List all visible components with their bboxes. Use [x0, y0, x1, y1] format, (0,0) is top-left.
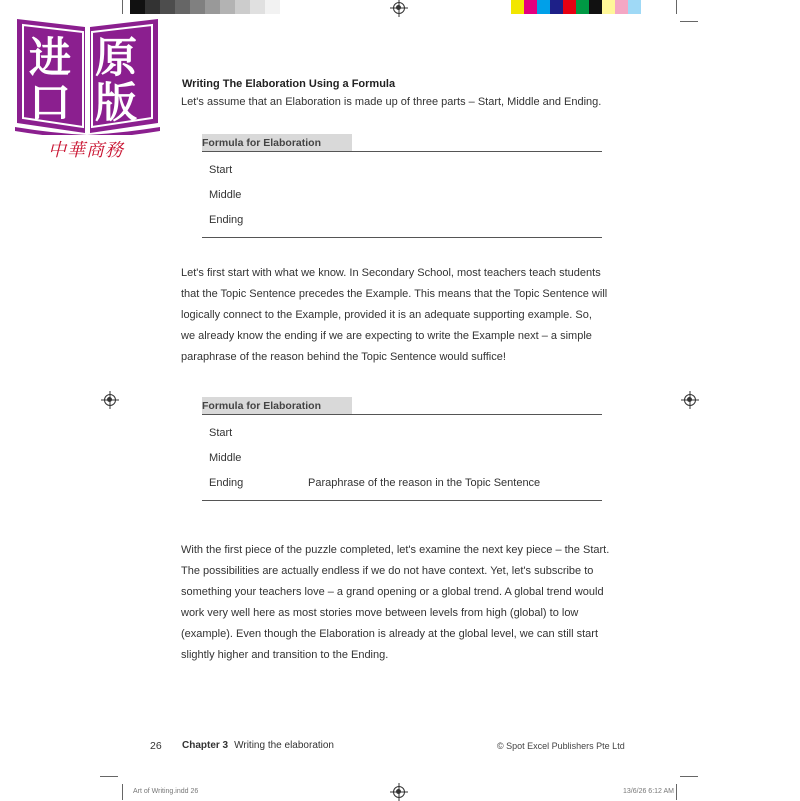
registration-mark-left	[104, 394, 116, 406]
crop-mark	[100, 776, 118, 777]
color-calibration-bar	[511, 0, 641, 14]
section-title: Writing The Elaboration Using a Formula	[182, 78, 396, 90]
formula-row-label: Middle	[209, 452, 242, 464]
crop-mark	[122, 0, 123, 14]
logo-line1-left: 进	[29, 33, 72, 82]
logo-line1-right: 原	[95, 33, 138, 82]
page-number: 26	[150, 740, 162, 752]
formula-row	[202, 208, 602, 233]
grayscale-swatch	[190, 0, 205, 14]
formula-box-header: Formula for Elaboration	[202, 397, 352, 414]
color-swatch	[576, 0, 589, 14]
formula-row-label: Ending	[209, 477, 244, 489]
chapter-title: Writing the elaboration	[234, 740, 334, 751]
chapter-label: Chapter 3	[182, 740, 229, 751]
crop-mark	[122, 784, 123, 800]
color-swatch	[589, 0, 602, 14]
text-line: that the Topic Sentence precedes the Example. This means that the Topic Sentence will	[181, 288, 608, 300]
color-swatch	[628, 0, 641, 14]
text-line: logically connect to the Example, provided it is an adequate supporting example. So,	[181, 309, 592, 321]
grayscale-swatch	[145, 0, 160, 14]
body-paragraph-2	[181, 540, 621, 666]
text-line: The possibilities are actually endless if we do not have context. Yet, let's subscribe to	[181, 565, 594, 577]
chapter-footer	[182, 740, 334, 751]
publisher-logo	[15, 15, 160, 135]
text-line: Let's first start with what we know. In Secondary School, most teachers teach students	[181, 267, 601, 279]
formula-row	[202, 446, 602, 471]
grayscale-swatch	[265, 0, 280, 14]
crop-mark	[680, 776, 698, 777]
grayscale-swatch	[175, 0, 190, 14]
crop-mark	[676, 0, 677, 14]
formula-row-label: Ending	[209, 214, 244, 226]
registration-mark-bottom	[393, 786, 405, 798]
text-line: work very well here as most stories move between levels from high (global) to low	[181, 607, 579, 619]
grayscale-swatch	[235, 0, 250, 14]
body-paragraph-1	[181, 263, 621, 368]
crop-mark	[680, 21, 698, 22]
logo-line2-left: 口	[29, 78, 72, 127]
formula-box-2	[202, 396, 602, 501]
logo-line2-right: 版	[95, 78, 138, 127]
grayscale-swatch	[160, 0, 175, 14]
grayscale-swatch	[205, 0, 220, 14]
color-swatch	[563, 0, 576, 14]
registration-mark-right	[684, 394, 696, 406]
text-line: we already know the ending if we are expecting to write the Example next – a simple	[181, 330, 592, 342]
intro-paragraph: Let's assume that an Elaboration is made up of three parts – Start, Middle and Ending.	[181, 96, 602, 108]
formula-box-1	[202, 133, 602, 238]
formula-row-label: Start	[209, 164, 233, 176]
grayscale-swatch	[220, 0, 235, 14]
formula-row-label: Middle	[209, 189, 242, 201]
grayscale-calibration-bar	[130, 0, 280, 14]
publisher-credit: © Spot Excel Publishers Pte Ltd	[497, 741, 625, 751]
formula-row-desc: Paraphrase of the reason in the Topic Sentence	[308, 477, 541, 489]
registration-mark-top	[393, 2, 405, 14]
color-swatch	[524, 0, 537, 14]
text-line: (example). Even though the Elaboration is already at the global level, we can still start	[181, 628, 599, 640]
formula-box-header: Formula for Elaboration	[202, 134, 352, 151]
crop-mark	[676, 784, 677, 800]
text-line: paraphrase of the reason behind the Topic Sentence would suffice!	[181, 351, 506, 363]
color-swatch	[602, 0, 615, 14]
formula-row	[202, 421, 602, 446]
formula-row-label: Start	[209, 427, 233, 439]
divider	[202, 500, 602, 501]
color-swatch	[537, 0, 550, 14]
logo-subtitle: 中華商務	[48, 140, 124, 161]
color-swatch	[511, 0, 524, 14]
divider	[202, 237, 602, 238]
formula-row	[202, 183, 602, 208]
formula-row	[202, 158, 602, 183]
color-swatch	[615, 0, 628, 14]
print-slug-date: 13/6/26 6:12 AM	[623, 788, 674, 795]
grayscale-swatch	[130, 0, 145, 14]
print-slug-file: Art of Writing.indd 26	[133, 788, 199, 795]
color-swatch	[550, 0, 563, 14]
text-line: something your teachers love – a grand opening or a global trend. A global trend would	[181, 586, 604, 598]
formula-row	[202, 471, 602, 496]
grayscale-swatch	[250, 0, 265, 14]
text-line: With the first piece of the puzzle completed, let's examine the next key piece – the Start.	[181, 544, 610, 556]
text-line: slightly higher and transition to the Ending.	[181, 649, 389, 661]
